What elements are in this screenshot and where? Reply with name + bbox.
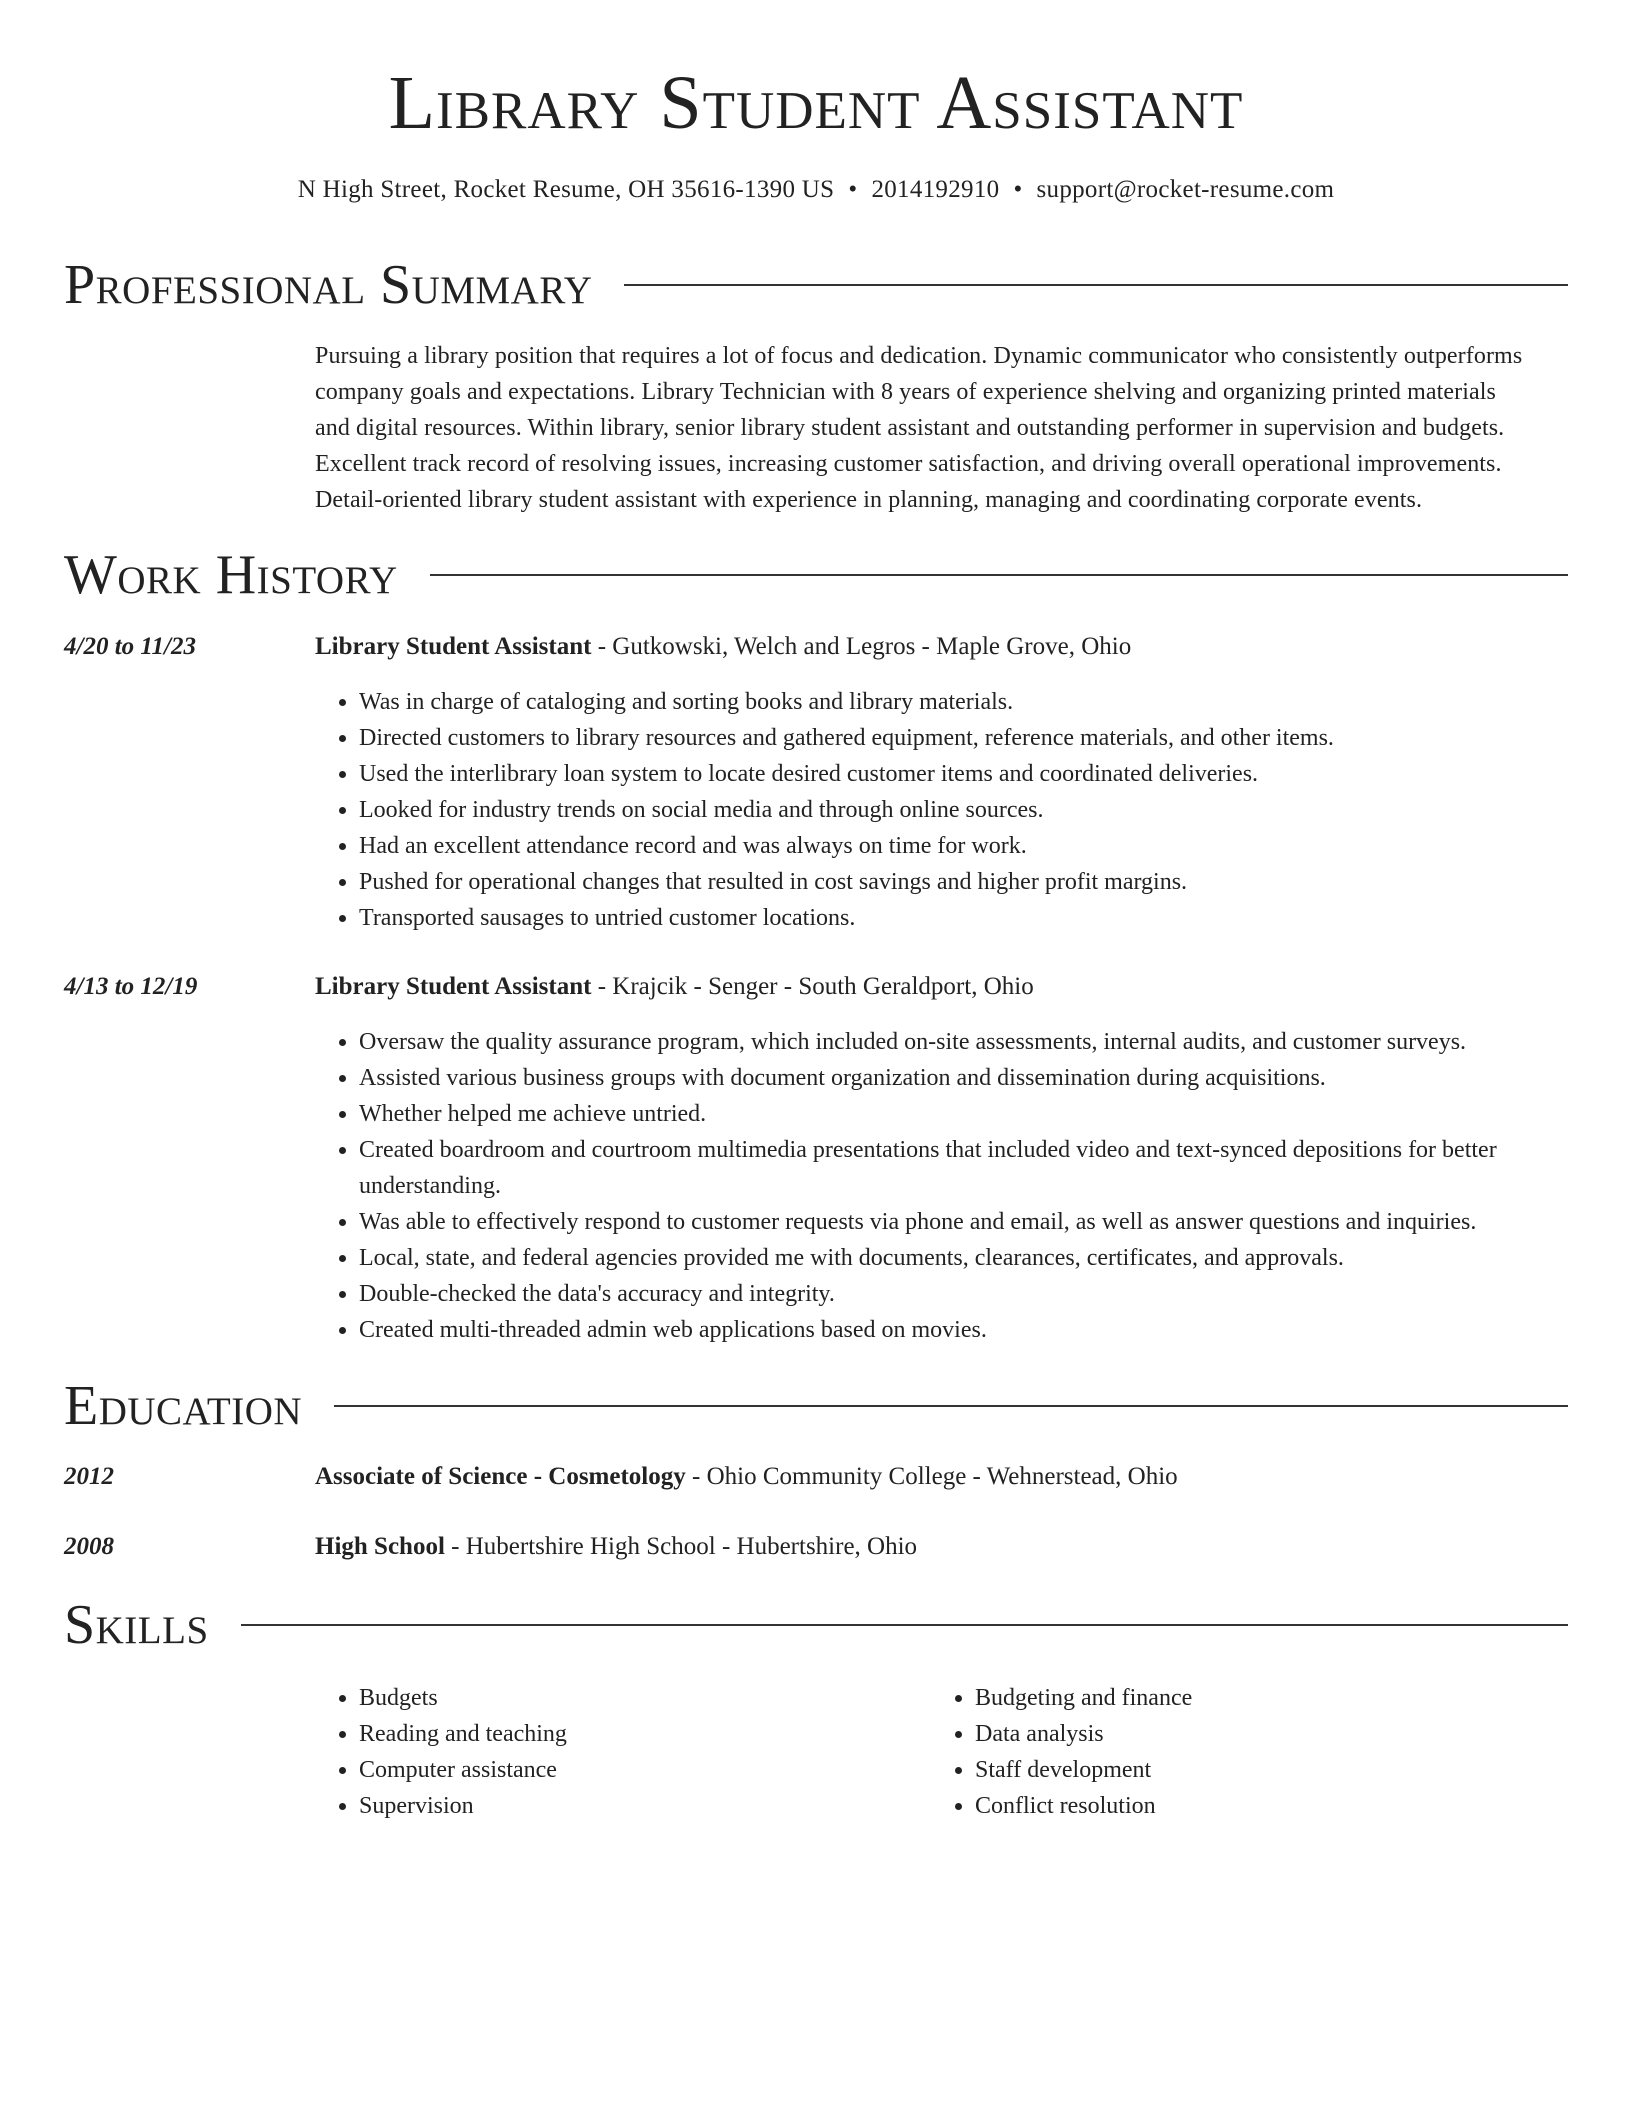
education-year: 2008: [64, 1533, 114, 1560]
section-header-work-history: [64, 540, 1568, 610]
resume-name: Library Student Assistant: [388, 61, 1244, 145]
skill-item: • Budgeting and finance: [975, 1680, 1575, 1716]
job-bullet: • Created boardroom and courtroom multimedia presentations that included video and text-synced depositions for better understanding.: [359, 1132, 1572, 1204]
section-title-summary: Professional Summary: [64, 254, 593, 316]
summary-line: Excellent track record of resolving issues, increasing customer satisfaction, and driving overall operational improvements.: [315, 451, 1502, 477]
education-heading: [315, 1460, 1178, 1494]
contact-address: N High Street, Rocket Resume, OH 35616-1390 US: [297, 176, 835, 203]
job-bullet: • Directed customers to library resources and gathered equipment, reference materials, and other items.: [359, 720, 1572, 756]
education-heading: [315, 1530, 917, 1564]
job-bullet: • Had an excellent attendance record and was always on time for work.: [359, 828, 1572, 864]
summary-line: and digital resources. Within library, senior library student assistant and outstanding performer in supervision and budgets.: [315, 415, 1505, 441]
skill-item: • Data analysis: [975, 1716, 1575, 1752]
education-school: - Ohio Community College - Wehnerstead, Ohio: [685, 1463, 1178, 1490]
skill-item: • Conflict resolution: [975, 1788, 1575, 1824]
job-bullet: • Looked for industry trends on social media and through online sources.: [359, 792, 1572, 828]
job-employer: - Krajcik - Senger - South Geraldport, Ohio: [591, 973, 1034, 1000]
job-bullet: • Was in charge of cataloging and sorting books and library materials.: [359, 684, 1572, 720]
education-degree: Associate of Science - Cosmetology: [315, 1463, 686, 1490]
skill-item: • Staff development: [975, 1752, 1575, 1788]
education-degree: High School: [315, 1533, 445, 1560]
section-header-skills: [64, 1590, 1568, 1660]
section-divider: [624, 284, 1568, 286]
job-bullet: • Assisted various business groups with document organization and dissemination during acquisitions.: [359, 1060, 1572, 1096]
job-bullet: • Whether helped me achieve untried.: [359, 1096, 1572, 1132]
summary-line: Detail-oriented library student assistant with experience in planning, managing and coordinating corporate events.: [315, 487, 1423, 513]
skill-item: • Budgets: [359, 1680, 919, 1716]
summary-line: Pursuing a library position that requires a lot of focus and dedication. Dynamic communicator who consistently outperforms: [315, 343, 1523, 369]
job-employer: - Gutkowski, Welch and Legros - Maple Grove, Ohio: [591, 633, 1132, 660]
education-year: 2012: [64, 1463, 114, 1490]
section-divider: [241, 1624, 1568, 1626]
section-divider: [334, 1405, 1568, 1407]
job-bullet: • Local, state, and federal agencies provided me with documents, clearances, certificates, and approvals.: [359, 1240, 1572, 1276]
job-heading: [315, 970, 1034, 1004]
section-title-work-history: Work History: [64, 544, 398, 606]
job-heading: [315, 630, 1131, 664]
job-bullet: • Used the interlibrary loan system to locate desired customer items and coordinated deliveries.: [359, 756, 1572, 792]
contact-separator: •: [848, 176, 858, 203]
job-bullet: • Created multi-threaded admin web applications based on movies.: [359, 1312, 1572, 1348]
section-title-education: Education: [64, 1375, 303, 1437]
contact-line: [0, 174, 1632, 206]
job-bullet: • Pushed for operational changes that resulted in cost savings and higher profit margins.: [359, 864, 1572, 900]
job-dates: 4/13 to 12/19: [64, 973, 198, 1000]
skill-item: • Computer assistance: [359, 1752, 919, 1788]
job-title: Library Student Assistant: [315, 973, 592, 1000]
job-bullet: • Oversaw the quality assurance program, which included on-site assessments, internal audits, and customer surveys.: [359, 1024, 1572, 1060]
job-dates: 4/20 to 11/23: [64, 633, 196, 660]
job-bullet: • Double-checked the data's accuracy and integrity.: [359, 1276, 1572, 1312]
section-divider: [430, 574, 1568, 576]
job-bullet-list: [315, 1024, 1572, 1348]
section-header-education: [64, 1371, 1568, 1441]
summary-text: [315, 338, 1575, 518]
summary-line: company goals and expectations. Library Technician with 8 years of experience shelving and organizing printed materials: [315, 379, 1496, 405]
skill-item: • Reading and teaching: [359, 1716, 919, 1752]
skills-list-right: [931, 1680, 1575, 1824]
job-bullet: • Transported sausages to untried customer locations.: [359, 900, 1572, 936]
education-school: - Hubertshire High School - Hubertshire, Ohio: [444, 1533, 918, 1560]
section-title-skills: Skills: [64, 1594, 209, 1656]
skills-list-left: [315, 1680, 919, 1824]
contact-separator: •: [1013, 176, 1023, 203]
contact-phone: 2014192910: [871, 176, 1000, 203]
job-title: Library Student Assistant: [315, 633, 592, 660]
job-bullet: • Was able to effectively respond to customer requests via phone and email, as well as answer questions and inquiries.: [359, 1204, 1572, 1240]
contact-email: support@rocket-resume.com: [1036, 176, 1335, 203]
skill-item: • Supervision: [359, 1788, 919, 1824]
job-bullet-list: [315, 684, 1572, 936]
section-header-summary: [64, 250, 1568, 320]
